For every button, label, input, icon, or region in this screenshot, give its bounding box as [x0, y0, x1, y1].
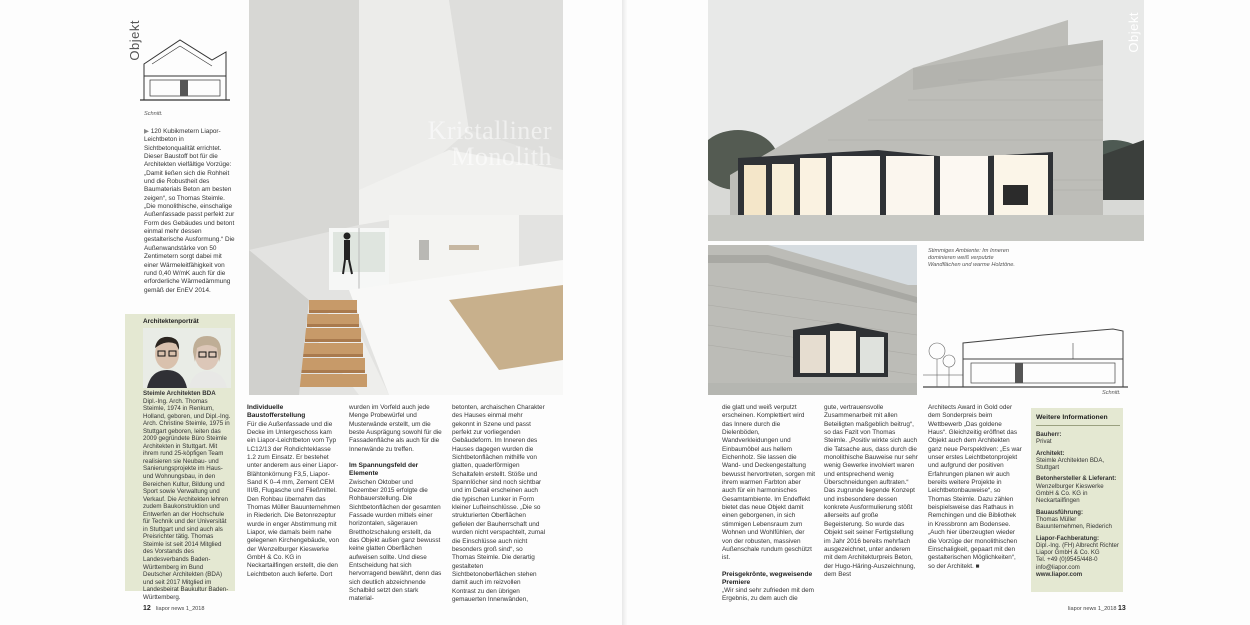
- bauherr-value: Privat: [1036, 438, 1052, 446]
- fachberatung-value: Dipl.-Ing. (FH) Albrecht Richter Liapor GmbH & Co. KG: [1036, 541, 1119, 557]
- right-col1-heading: Preisgekrönte, wegweisende Premiere: [722, 570, 813, 586]
- right-col1-paragraph-a: die glatt und weiß verputzt erscheinen. Komplettiert wird das Innere durch die Dielenböden, Wandverkleidungen und Einbaumöbel aus hellem Eichenholz. Sie lassen die Wand- und Deckengestaltung bewusst hervortreten, sorgen mit ihrem warmen Farbton aber auch für ein harmonisches Gesamtambiente. Im Endeffekt bietet das neue Objekt damit einen geborgenen, in sich stimmigen Lebensraum zum Wohnen und Wohlfühlen, der von der robusten, massiven Außenschale rundum geschützt ist.: [722, 404, 816, 562]
- right-col2-text: [824, 404, 918, 579]
- contact-phone: Tel. +49 (0)9545/448-0: [1036, 556, 1098, 564]
- bauherr-label: Bauherr:: [1036, 431, 1062, 438]
- right-col3-text: [928, 404, 1022, 571]
- footer-right: liapor news 1_2018: [1068, 606, 1117, 612]
- fachberatung-label: Liapor-Fachberatung:: [1036, 534, 1099, 542]
- footer-left: liapor news 1_2018: [156, 606, 205, 612]
- bauausfuehrung-value: Thomas Müller Bauunternehmen, Riederich: [1036, 515, 1112, 531]
- section-label-right: Objekt: [1126, 12, 1141, 53]
- portrait-heading: Architektenporträt: [143, 318, 199, 325]
- page-number-left: 12: [143, 605, 151, 612]
- right-col3-paragraph: Architects Award in Gold oder dem Sonderpreis beim Wettbewerb „Das goldene Haus“. Gleichzeitig eröffnet das Objekt auch dem Architekten ganz neue Perspektiven: „Es war unser erstes Leichtbetonprojekt und aufgrund der positiven Erfahrungen planen wir auch bereits weitere Projekte in Leichtbetonbauweise“, so Thomas Steimle. Dazu zählen beispielsweise das Rathaus in Remchingen und die Bibliothek in Kressbronn am Bodensee. „Auch hier überzeugten wieder die Vorzüge der monolithischen Einschaligkeit, gepaart mit den gestalterischen Möglichkeiten“, so der Architekt. ■: [928, 404, 1022, 570]
- col3-heading: Im Spannungsfeld der Elemente: [349, 462, 419, 478]
- exterior-photo: [708, 0, 1144, 241]
- col2-heading: Individuelle Baustofferstellung: [247, 404, 306, 420]
- contact-website[interactable]: www.liapor.com: [1036, 571, 1083, 579]
- left-col2-text: [247, 404, 341, 579]
- left-col1-paragraph: 120 Kubikmetern Liapor-Leichtbeton in Sichtbetonqualität errichtet. Dieser Baustoff bot für die Architekten vielfältige Vorzüge: „Damit ließen sich die Rohheit und die Robustheit des Baumaterials Beton am besten zeigen“, so Thomas Steimle. „Die monolithische, einschalige Außenfassade passt perfekt zur Form des Gebäudes und betont einmal mehr dessen gestalterische Ausformung.“ Die Außenwandstärke von 50 Zentimetern sorgt dabei mit einer Wärmeleitfähigkeit von rund 0,40 W/mK auch für die erforderliche Wärmedämmung gemäß der EnEV 2014.: [144, 128, 235, 294]
- architect-photo: [143, 328, 231, 388]
- architect-name: Steimle Architekten BDA: [143, 390, 216, 397]
- interior-photo: [249, 0, 563, 395]
- article-title: [372, 118, 552, 170]
- architekt-label: Architekt:: [1036, 449, 1065, 457]
- section-label: Objekt: [127, 20, 142, 61]
- info-heading: Weitere Informationen: [1036, 414, 1108, 421]
- left-col1-text: [144, 128, 236, 295]
- right-col1-text: [722, 404, 816, 604]
- right-col2-paragraph: gute, vertrauensvolle Zusammenarbeit mit allen Beteiligten maßgeblich beitrug“, so das Fazit von Thomas Steimle. „Positiv wirkte sich auch die Tatsache aus, dass durch die monolithische Bauweise nur sehr wenig Gewerke involviert waren und entsprechend wenig Überschneidungen auftraten.“ Das zugrunde liegende Konzept und insbesondere dessen konkrete Ausformulierung stößt allerseits auf große Begeisterung. So wurde das Objekt seit seiner Fertigstellung im Jahr 2016 bereits mehrfach ausgezeichnet, unter anderem mit dem Architekturpreis Beton, der Hugo-Häring-Auszeichnung, dem Best: [824, 404, 918, 578]
- right-col1-paragraph-b: „Wir sind sehr zufrieden mit dem Ergebnis, zu dem auch die: [722, 587, 814, 603]
- betonhersteller-value: Wenzelburger Kieswerke GmbH & Co. KG in Neckartailfingen: [1036, 482, 1104, 505]
- betonhersteller-label: Betonhersteller & Lieferant:: [1036, 475, 1117, 483]
- section-drawing-right: [923, 325, 1128, 393]
- col3-paragraph-a: wurden im Vorfeld auch jede Menge Probewürfel und Musterwände erstellt, um die beste Ausprägung sowohl für die Fassadenfläche als auch für die Innenwände zu treffen.: [349, 404, 442, 453]
- col4-paragraph: betonten, archaischen Charakter des Hauses einmal mehr gekonnt in Szene und passt perfekt zur vorliegenden Gebäudeform. Im Inneren des Hauses dagegen wurden die Sichtbetonflächen mithilfe von glatten, quaderförmigen Schaltafeln erstellt. Stöße und Spannlöcher sind noch sichtbar und im Detail erscheinen auch die typischen Lunker in Form kleiner Lufteinschlüsse. „Die so strukturierten Oberflächen gefielen der Bauherrschaft und wurden nicht verspachtelt, zumal die Einschlüsse auch nicht besonders groß sind“, so Thomas Steimle. Die derartig gestalteten Sichtbetonoberflächen stehen damit auch im reizvollen Kontrast zu den übrigen gemauerten Innenwänden,: [452, 404, 546, 603]
- corner-window-photo: [708, 245, 917, 395]
- architect-bio: Dipl.-Ing. Arch. Thomas Steimle, 1974 in Renkum, Holland, geboren, und Dipl.-Ing. Arch. Christine Steimle, 1975 in Stuttgart geboren, leiten das 2009 gegründete Büro Steimle Architekten in Stuttgart. Mit ihrem rund 25-köpfigen Team realisieren sie Neubau- und Sanierungsprojekte im Haus- und Wohnungsbau, in den Bereichen Kultur, Bildung und Sport sowie Verwaltung und Verkauf. Die Architekten lehren zudem Baukonstruktion und Entwerfen an der Hochschule für Technik und der Universität in Stuttgart und sind auch als Preisrichter tätig. Thomas Steimle ist seit 2014 Mitglied des Vorstands des Landesverbands Baden-Württemberg im Bund Deutscher Architekten (BDA) und seit 2017 Mitglied im Landesbeirat Baukultur Baden-Württemberg.: [143, 397, 231, 601]
- left-col3-text: [349, 404, 443, 604]
- col3-paragraph-b: Zwischen Oktober und Dezember 2015 erfolgte die Rohbauerstellung. Die Sichtbetonflächen der gesamten Fassade wurden mittels einer horizontalen, sägerauen Brettholzschalung erstellt, da das Objekt außen ganz bewusst keine glatten Oberflächen aufweisen sollte. Und diese Entscheidung hat sich hervorragend bewährt, denn das sich deutlich abzeichnende Schalbild setzt den stark material-: [349, 478, 442, 603]
- left-col4-text: [452, 404, 546, 604]
- photo-caption: Stimmiges Ambiente: Im Inneren dominieren weiß verputzte Wandflächen und warme Holztöne.: [928, 248, 1015, 269]
- right-page: [628, 0, 1250, 625]
- architekt-value: Steimle Architekten BDA, Stuttgart: [1036, 456, 1105, 472]
- article-title-line-1: Kristalliner: [427, 116, 552, 145]
- section-drawing: [140, 36, 230, 108]
- architect-portrait-box: [125, 314, 235, 601]
- page-number-right: 13: [1118, 605, 1126, 612]
- section-caption: Schnitt.: [144, 111, 163, 117]
- contact-email[interactable]: info@liapor.com: [1036, 563, 1080, 571]
- section-caption-right: Schnitt.: [1102, 390, 1121, 396]
- article-title-line-2: Monolith: [451, 142, 552, 171]
- continuation-arrow-icon: ▶: [144, 128, 151, 135]
- bauausfuehrung-label: Bauausführung:: [1036, 508, 1084, 516]
- info-box: [1031, 408, 1123, 592]
- left-page: [0, 0, 622, 625]
- col2-paragraph: Für die Außenfassade und die Decke im Untergeschoss kam ein Liapor-Leichtbeton vom Typ LC12/13 der Rohdichteklasse 1.2 zum Einsatz. Er bestehet unter anderem aus einer Liapor-Blähtonkörnung F3,5, Liapor-Sand K 0–4 mm, Zement CEM III/B, Flugasche und Fließmittel. Den Rohbau übernahm das Thomas Müller Bauunternehmen in Riederich. Die Betonrezeptur wurde in enger Abstimmung mit Liapor, wie damals beim nahe gelegenen Kirchengebäude, von der Wenzelburger Kieswerke GmbH & Co. KG in Neckartailfingen erstellt, die den Leichtbeton auch lieferte. Dort: [247, 420, 341, 578]
